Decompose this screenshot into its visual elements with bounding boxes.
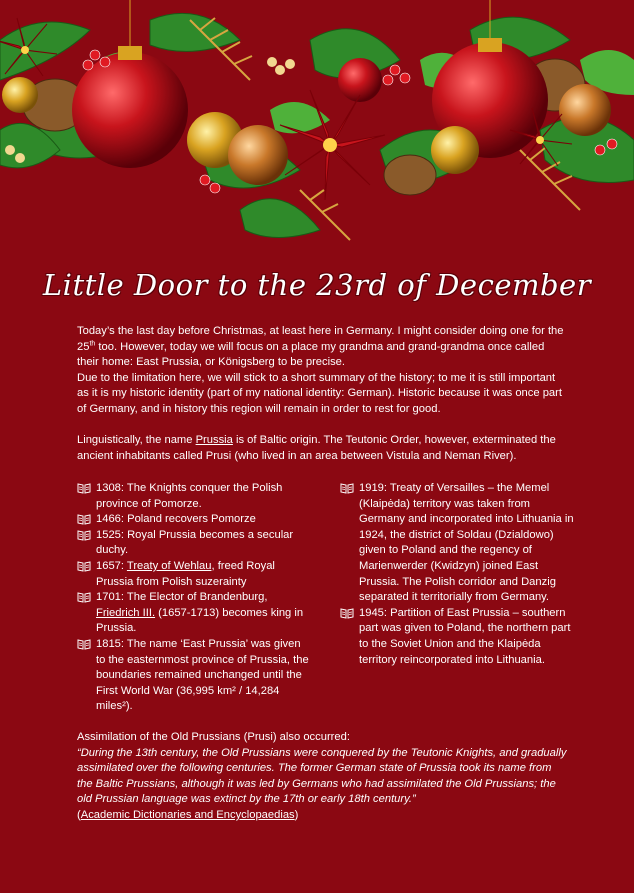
timeline-item-1701: 1701: The Elector of Brandenburg, Friedrich III. (1657-1713) becomes king in Prussia. — [77, 590, 312, 637]
intro-section — [77, 324, 567, 418]
assimilation-section — [77, 730, 567, 824]
assimilation-quote: “During the 13th century, the Old Prussians were conquered by the Teutonic Knights, and gradually assimilated over the following centuries. The former German state of Prussia took its name from the Baltic Prussians, although it was led by Germans who had assimilated the Old Prussians; the old Prussian language was extinct by the 17th or early 18th century.” — [77, 746, 567, 806]
timeline-left-column — [77, 481, 312, 715]
timeline-item-1308: 1308: The Knights conquer the Polish province of Pomorze. — [77, 481, 312, 512]
christmas-garland-image — [0, 0, 634, 250]
book-icon — [77, 592, 91, 603]
timeline-item-1815: 1815: The name ‘East Prussia’ was given to the easternmost province of Prussia, the boundaries remained unchanged until the First World War (36,995 km² / 14,284 miles²). — [77, 637, 312, 715]
timeline-item-1525: 1525: Royal Prussia becomes a secular duchy. — [77, 528, 312, 559]
academic-dictionaries-link[interactable]: Academic Dictionaries and Encyclopaedias — [80, 808, 295, 821]
book-icon — [77, 561, 91, 572]
timeline-item-1919: 1919: Treaty of Versailles – the Memel (Klaipėda) territory was taken from Germany and incorporated into Lithuania in 1924, the district of Soldau (Dzialdowo) given to Poland and the regency of Marienwerder (Kwidzyn) joined East Prussia. The Polish corridor and Danzig separated it territorially from Germany. — [340, 481, 575, 606]
page-title: Little Door to the 23rd of December — [42, 268, 592, 302]
friedrich-iii-link[interactable]: Friedrich III. — [96, 606, 156, 619]
linguistic-section — [77, 433, 567, 464]
timeline-item-1466: 1466: Poland recovers Pomorze — [77, 512, 312, 528]
book-icon — [77, 483, 91, 494]
source-citation: (Academic Dictionaries and Encyclopaedias) — [77, 808, 299, 821]
book-icon — [77, 514, 91, 525]
assimilation-intro: Assimilation of the Old Prussians (Prusi) also occurred: — [77, 731, 350, 743]
book-icon — [340, 608, 354, 619]
treaty-of-wehlau-link[interactable]: Treaty of Wehlau — [126, 559, 212, 572]
book-icon — [77, 530, 91, 541]
timeline-item-1657: 1657: Treaty of Wehlau, freed Royal Prussia from Polish suzerainty — [77, 559, 312, 590]
intro-paragraph-1: Today’s the last day before Christmas, at least here in Germany. I might consider doing one for the 25th too. However, today we will focus on a place my grandma and grand-grandma once called their home: East Prussia, or Königsberg to be precise. — [77, 325, 564, 369]
prussia-link[interactable]: Prussia — [195, 434, 233, 446]
timeline-item-1945: 1945: Partition of East Prussia – southern part was given to Poland, the northern part to the Soviet Union and the Klaipėda territory reincorporated into Lithuania. — [340, 606, 575, 668]
intro-paragraph-2: Due to the limitation here, we will stick to a short summary of the history; to me it is still important as it is my historic identity (part of my national identity: German). Historic because it was once part of Germany, and in history this region will remain in order to rest for good. — [77, 371, 562, 415]
book-icon — [77, 639, 91, 650]
linguistic-paragraph: Linguistically, the name Prussia is of Baltic origin. The Teutonic Order, however, exterminated the ancient inhabitants called Prusi (who lived in an area between Vistula and Neman River). — [77, 434, 556, 462]
timeline-right-column — [340, 481, 575, 668]
book-icon — [340, 483, 354, 494]
